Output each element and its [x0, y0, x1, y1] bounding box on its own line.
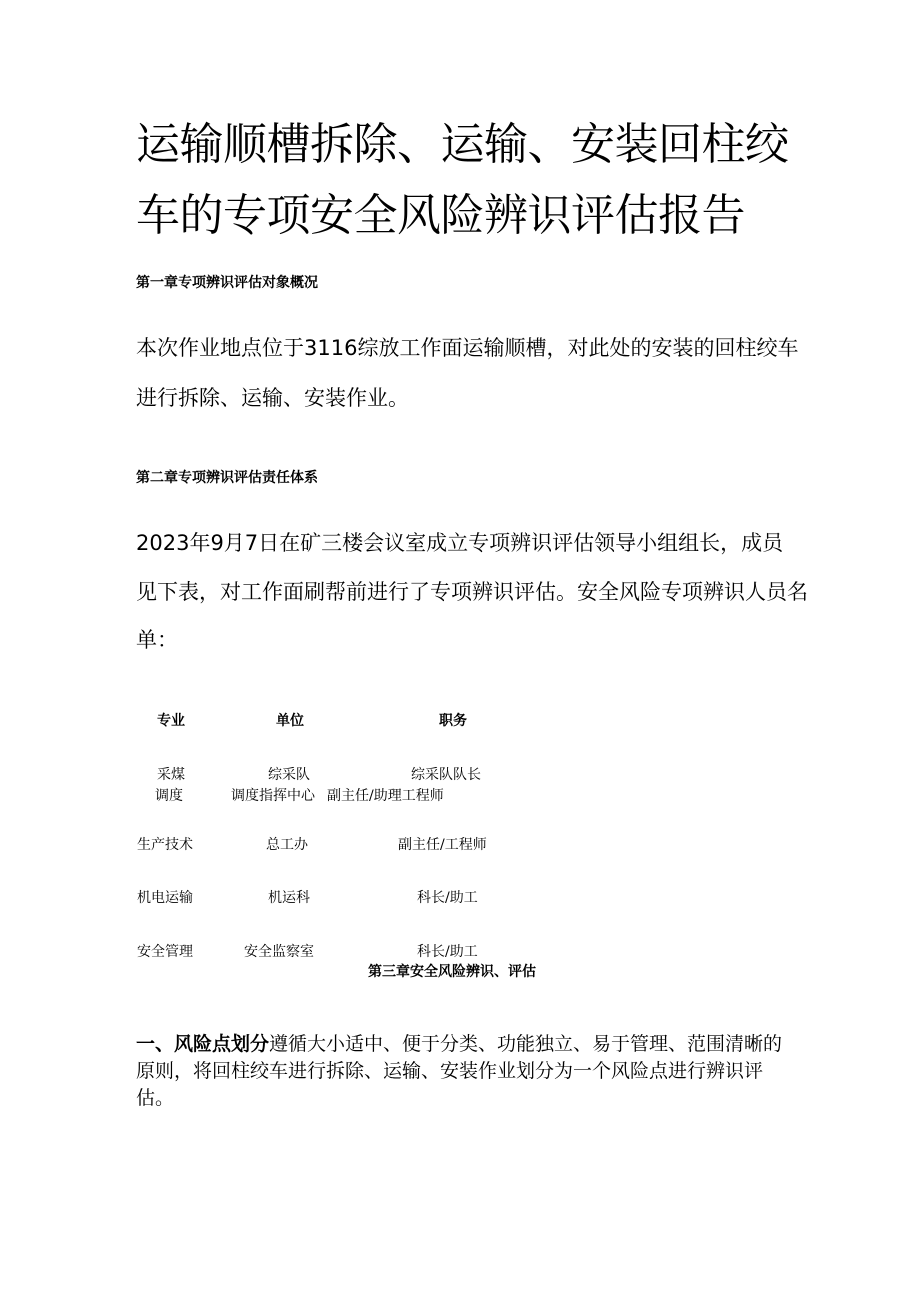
table-cell: 安全管理 [137, 944, 193, 960]
table-header-position: 职务 [439, 713, 467, 729]
chapter2-heading: 第二章专项辨识评估责任体系 [136, 470, 318, 486]
table-cell: 安全监察室 [244, 944, 314, 960]
table-cell: 综采队 [268, 767, 310, 783]
chapter3-heading: 第三章安全风险辨识、评估 [368, 964, 536, 980]
chapter1-para-line-1: 本次作业地点位于3116综放工作面运输顺槽，对此处的安装的回柱绞车 [136, 336, 799, 360]
risk-point-lead: 一、风险点划分 [136, 1033, 270, 1055]
table-cell: 总工办 [266, 837, 308, 853]
table-cell: 科长/助工 [417, 944, 478, 960]
table-cell: 采煤 [157, 767, 185, 783]
table-cell: 调度指挥中心 [231, 788, 315, 804]
table-cell: 综采队队长 [411, 767, 481, 783]
title-line-2: 车的专项安全风险辨识评估报告 [136, 190, 745, 241]
table-header-specialty: 专业 [157, 713, 185, 729]
table-cell: 副主任/工程师 [398, 837, 487, 853]
chapter2-para-line-1: 2023年9月7日在矿三楼会议室成立专项辨识评估领导小组组长，成员 [136, 531, 784, 555]
table-cell: 科长/助工 [417, 890, 478, 906]
table-cell: 调度 [155, 788, 183, 804]
chapter1-para-line-2: 进行拆除、运输、安装作业。 [136, 386, 409, 410]
chapter2-para-line-2: 见下表，对工作面刷帮前进行了专项辨识评估。安全风险专项辨识人员名 [136, 580, 808, 604]
table-cell: 机运科 [268, 890, 310, 906]
chapter1-heading: 第一章专项辨识评估对象概况 [136, 275, 318, 291]
chapter2-para-line-3: 单： [136, 628, 178, 652]
table-header-unit: 单位 [276, 713, 304, 729]
table-cell: 机电运输 [137, 890, 193, 906]
risk-point-text: 遵循大小适中、便于分类、功能独立、易于管理、范围清晰的原则，将回柱绞车进行拆除、运输、安装作业划分为一个风险点进行辨识评估。 [136, 1033, 783, 1109]
title-line-1: 运输顺槽拆除、运输、安装回柱绞 [136, 119, 789, 170]
table-cell: 副主任/助理工程师 [327, 788, 444, 804]
table-cell: 生产技术 [137, 837, 193, 853]
chapter3-paragraph [136, 1031, 796, 1112]
